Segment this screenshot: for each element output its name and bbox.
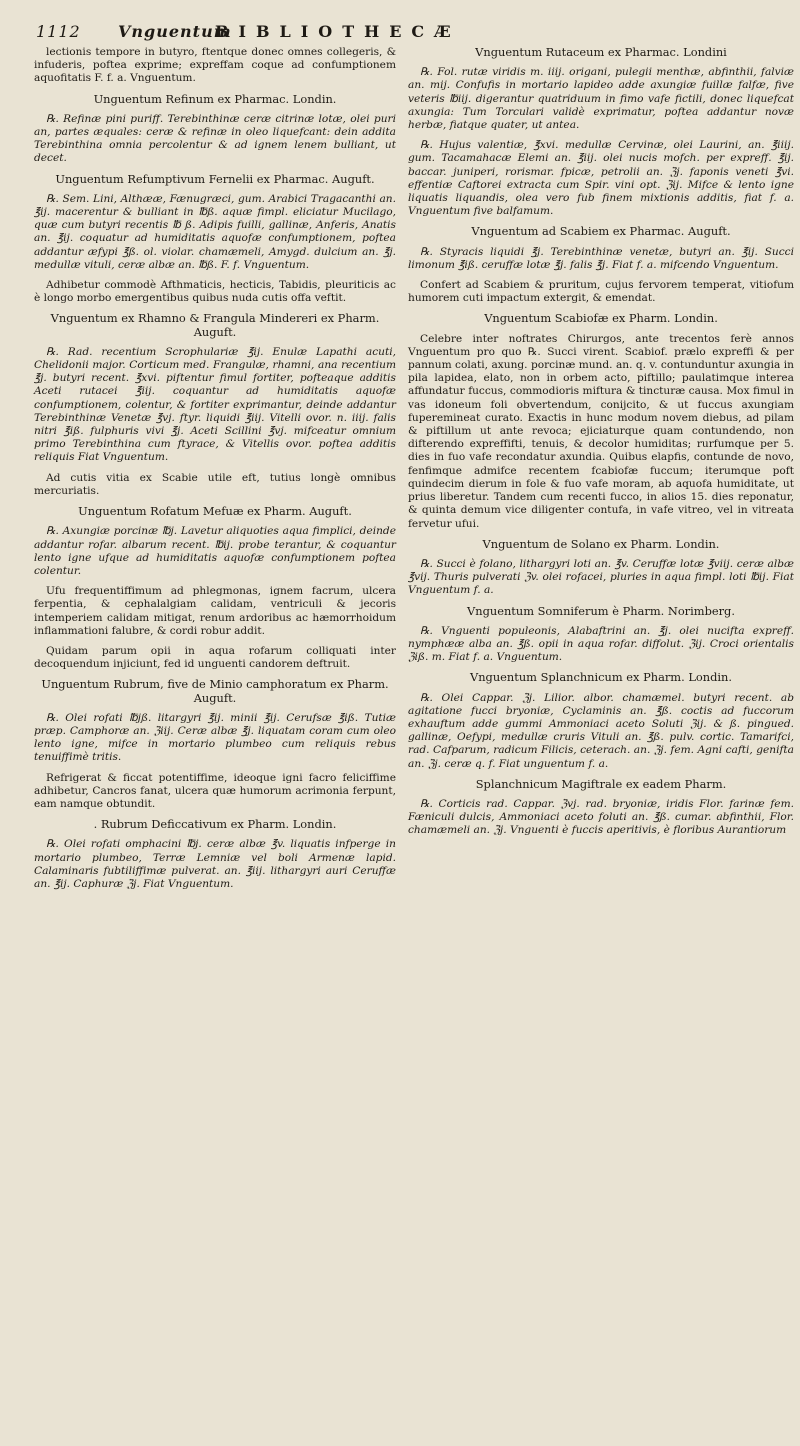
recipe-paragraph: ℞. Vnguenti populeonis, Alabaftrini an. ℥j. olei nucifta expreff. nymphææ alba an. ℥ß. opii in aqua rofar. diffolut. ℨij. Croci orientalis ℨiß. m. Fiat f. a. Vnguentum.: [408, 624, 794, 664]
section-heading: Vnguentum de Solano ex Pharm. Londin.: [482, 536, 720, 551]
section-heading: Unguentum Rubrum, five de Minio camphoratum ex Pharm. Auguft.: [41, 677, 389, 705]
body-paragraph: Ufu frequentiffimum ad phlegmonas, ignem facrum, ulcera ferpentia, & cephalalgiam calidam, ventriculi & jecoris intemperiem calidam mitigat, renum ardoribus ac hæmorrhoidum inflammationi falubre, & cordi robur addit.: [34, 585, 396, 637]
right-column: [408, 46, 794, 845]
recipe-paragraph: ℞. Hujus valentiæ, ℥xvi. medullæ Cervinæ, olei Laurini, an. ℥iiij. gum. Tacamahacæ Elemi an. ℥iij. olei nucis mofch. per expreff. ℥ij. baccar. juniperi, rorismar. fpicæ, petrolii an. ℨj. faponis veneti ℥vi. effentiæ Caftorei extracta cum Spir. vini opt. ℨij. Mifce & lento igne liquatis liquandis, olea vero fub finem mixtionis additis, fiat f. a. Vnguentum five balfamum.: [408, 139, 794, 218]
section-heading: Splanchnicum Magiftrale ex eadem Pharm.: [475, 776, 727, 791]
body-paragraph: Quidam parum opii in aqua rofarum colliquati inter decoquendum injiciunt, fed id unguenti candorem deftruit.: [34, 644, 396, 671]
recipe-paragraph: ℞. Fol. rutæ viridis m. iiij. origani, pulegii menthæ, abfinthii, falviæ an. mij. Confufis in mortario lapideo adde axungiæ fuillæ falfæ, five veteris ℔iij. digerantur quatriduum in fimo vafe fictili, donec liquefcat axungia: Tum Torculari validè exprimatur, poftea addantur novæ herbæ, fiatque quater, ut antea.: [408, 66, 794, 132]
left-column: [34, 46, 396, 898]
section-heading: Vnguentum Somniferum è Pharm. Norimberg.: [467, 603, 735, 618]
running-head: [20, 22, 790, 46]
body-paragraph: Ad cutis vitia ex Scabie utile eft, tutius longè omnibus mercuriatis.: [34, 471, 396, 497]
page-number: 1112: [36, 22, 81, 41]
section-heading: Vnguentum ex Rhamno & Frangula Mindereri ex Pharm. Auguft.: [50, 311, 380, 339]
recipe-paragraph: ℞. Corticis rad. Cappar. ℨvj. rad. bryoniæ, iridis Flor. farinæ fem. Fæniculi dulcis, Ammoniaci aceto foluti an. ℥ß. cumar. abfinthii, Flor. chamæmeli an. ℨj. Vnguenti è fuccis aperitivis, è floribus Aurantiorum: [408, 797, 794, 837]
section-heading: Vnguentum Rutaceum ex Pharmac. Londini: [475, 45, 727, 59]
recipe-paragraph: ℞. Olei rofati ℔jß. litargyri ℥ij. minii ℥ij. Cerufsæ ℥iß. Tutiæ præp. Camphoræ an. ℨiij. Ceræ albæ ℥j. liquatam coram cum oleo lento igne, mifce in mortario plumbeo cum reliquis rebus tenuiffimè tritis.: [34, 711, 396, 764]
section-heading: Vnguentum Scabiofæ ex Pharm. Londin.: [484, 311, 718, 326]
recipe-paragraph: ℞. Styracis liquidi ℥j. Terebinthinæ venetæ, butyri an. ℥ij. Succi limonum ℥iß. ceruffæ lotæ ℥j. falis ℥j. Fiat f. a. mifcendo Vnguentum.: [408, 245, 794, 271]
recipe-paragraph: ℞. Axungiæ porcinæ ℔j. Lavetur aliquoties aqua fimplici, deinde addantur rofar. albarum recent. ℔ij. probe terantur, & coquantur lento igne ufque ad humiditatis aquofæ confumptionem poftea colentur.: [34, 525, 396, 577]
body-paragraph: Confert ad Scabiem & pruritum, cujus fervorem temperat, vitiofum humorem cuti impactum extergit, & emendat.: [408, 279, 794, 305]
recipe-paragraph: ℞. Rad. recentium Scrophulariæ ℥ij. Enulæ Lapathi acuti, Chelidonii major. Corticum med. Frangulæ, rhamni, ana recentium ℥j. butyri recent. ℥xvi. piftentur fimul fortiter, pofteaque additis Aceti rutacei ℥iij. coquantur ad humiditatis aquofæ confumptionem, colentur, & fortiter exprimantur, deinde addantur Terebinthinæ Venetæ ℥vj. ftyr. liquidi ℥iij. Vitelli ovor. n. iiij. falis nitri ℥iß. fulphuris vivi ℥j. Aceti Scillini ℥vj. mifceatur omnium primo Terebinthina cum ftyrace, & Vitellis ovor. poftea additis reliquis Fiat Vnguentum.: [34, 345, 396, 464]
body-paragraph: lectionis tempore in butyro, ftentque donec omnes collegeris, & infuderis, poftea exprime; expreffam coque ad confumptionem aquofitatis F. f. a. Vnguentum.: [34, 46, 396, 85]
section-heading: Unguentum Refumptivum Fernelii ex Pharmac. Auguft.: [55, 171, 375, 186]
section-heading: Unguentum Rofatum Mefuæ ex Pharm. Auguft.: [78, 504, 352, 519]
recipe-paragraph: ℞. Succi è folano, lithargyri loti an. ℥v. Ceruffæ lotæ ℥viij. ceræ albæ ℥vij. Thuris pulverati ℨv. olei rofacei, pluries in aqua fimpl. loti ℔ij. Fiat Vnguentum f. a.: [408, 557, 794, 597]
section-title: Vnguentum: [118, 22, 232, 41]
body-paragraph: Adhibetur commodè Afthmaticis, hecticis, Tabidis, pleuriticis ac è longo morbo emergentibus quibus nuda cutis offa veftit.: [34, 279, 396, 305]
section-heading: . Rubrum Deficcativum ex Pharm. Londin.: [93, 817, 337, 832]
section-heading: Vnguentum Splanchnicum ex Pharm. Londin.: [469, 670, 732, 685]
recipe-paragraph: ℞. Olei Cappar. ℨj. Lilior. albor. chamæmel. butyri recent. ab agitatione fucci bryoniæ, Cyclaminis an. ℥ß. coctis ad fuccorum exhauftum adde gummi Ammoniaci aceto Soluti ℨij. & ß. pingued. gallinæ, Oefypi, medullæ cruris Vituli an. ℥ß. pulv. cortic. Tamarifci, rad. Cafparum, radicum Filicis, ceterach. an. ℨj. fem. Agni cafti, genifta an. ℨj. ceræ q. f. Fiat unguentum f. a.: [408, 691, 794, 770]
body-paragraph: Refrigerat & ficcat potentiffime, ideoque igni facro feliciffime adhibetur, Cancros fanat, ulcera quæ humorum acrimonia ferpunt, eam namque obtundit.: [34, 771, 396, 810]
recipe-paragraph: ℞. Olei rofati omphacini ℔j. ceræ albæ ℥v. liquatis infperge in mortario plumbeo, Terræ Lemniæ vel boli Armenæ lapid. Calaminaris fubtiliffimæ pulverat. an. ℥iij. lithargyri auri Ceruffæ an. ℥ij. Caphuræ ℨj. Fiat Vnguentum.: [34, 838, 396, 890]
recipe-paragraph: ℞. Sem. Lini, Althææ, Fænugræci, gum. Arabici Tragacanthi an. ℥ij. macerentur & bulliant in ℔ß. aquæ fimpl. eliciatur Mucilago, quæ cum butyri recentis ℔ ß. Adipis fuilli, gallinæ, Anferis, Anatis an. ℥ij. coquatur ad humiditatis aquofæ confumptionem, poftea addantur æfypi ℥ß. ol. violar. chamæmeli, Amygd. dulcium an. ℥j. medullæ vituli, ceræ albæ an. ℔ß. F. f. Vnguentum.: [34, 192, 396, 271]
book-title: BIBLIOTHECÆ: [215, 22, 461, 41]
recipe-paragraph: ℞. Refinæ pini puriff. Terebinthinæ ceræ citrinæ lotæ, olei puri an, partes æquales: ceræ & refinæ in oleo liquefcant: dein addita Terebinthina omnia percolentur & ad ignem lenem bulliant, ut decet.: [34, 112, 396, 165]
section-heading: Unguentum Refinum ex Pharmac. Londin.: [93, 91, 337, 106]
section-heading: Vnguentum ad Scabiem ex Pharmac. Auguft.: [471, 224, 731, 239]
body-paragraph: Celebre inter noftrates Chirurgos, ante trecentos ferè annos Vnguentum pro quo ℞. Succi virent. Scabiof. prælo expreffi & per pannum colati, axung. porcinæ mund. an. q. v. contunduntur axungia in pila lapidea, elato, non in orbem acto, piftillo; paulatimque interea affundatur fuccus, commodioris miftura & tincturæ causa. Mox fimul in vas idoneum foli obvertendum, conijcito, & ut fuccus axungiam fuperemineat curato. Exactis in hunc modum novem diebus, ad pilam & piftillum ut ante revoca; ejiciaturque quam contundendo, non difterendo expreffifti, tenuis, & decolor humiditas; rurfumque per 5. dies in fuo vafe recondatur axundia. Quibus elapfis, contunde de novo, fenfimque admifce recentem fcabiofæ fuccum; iterumque poft quindecim dierum in fole & fuo vafe moram, ab aquofa humiditate, ut prius liberetur. Tandem cum recenti fucco, in alios 15. dies reponatur, & quinta demum vice diligenter contufa, in vafe vitreo, vel in vitreata fervetur ufui.: [408, 332, 794, 530]
